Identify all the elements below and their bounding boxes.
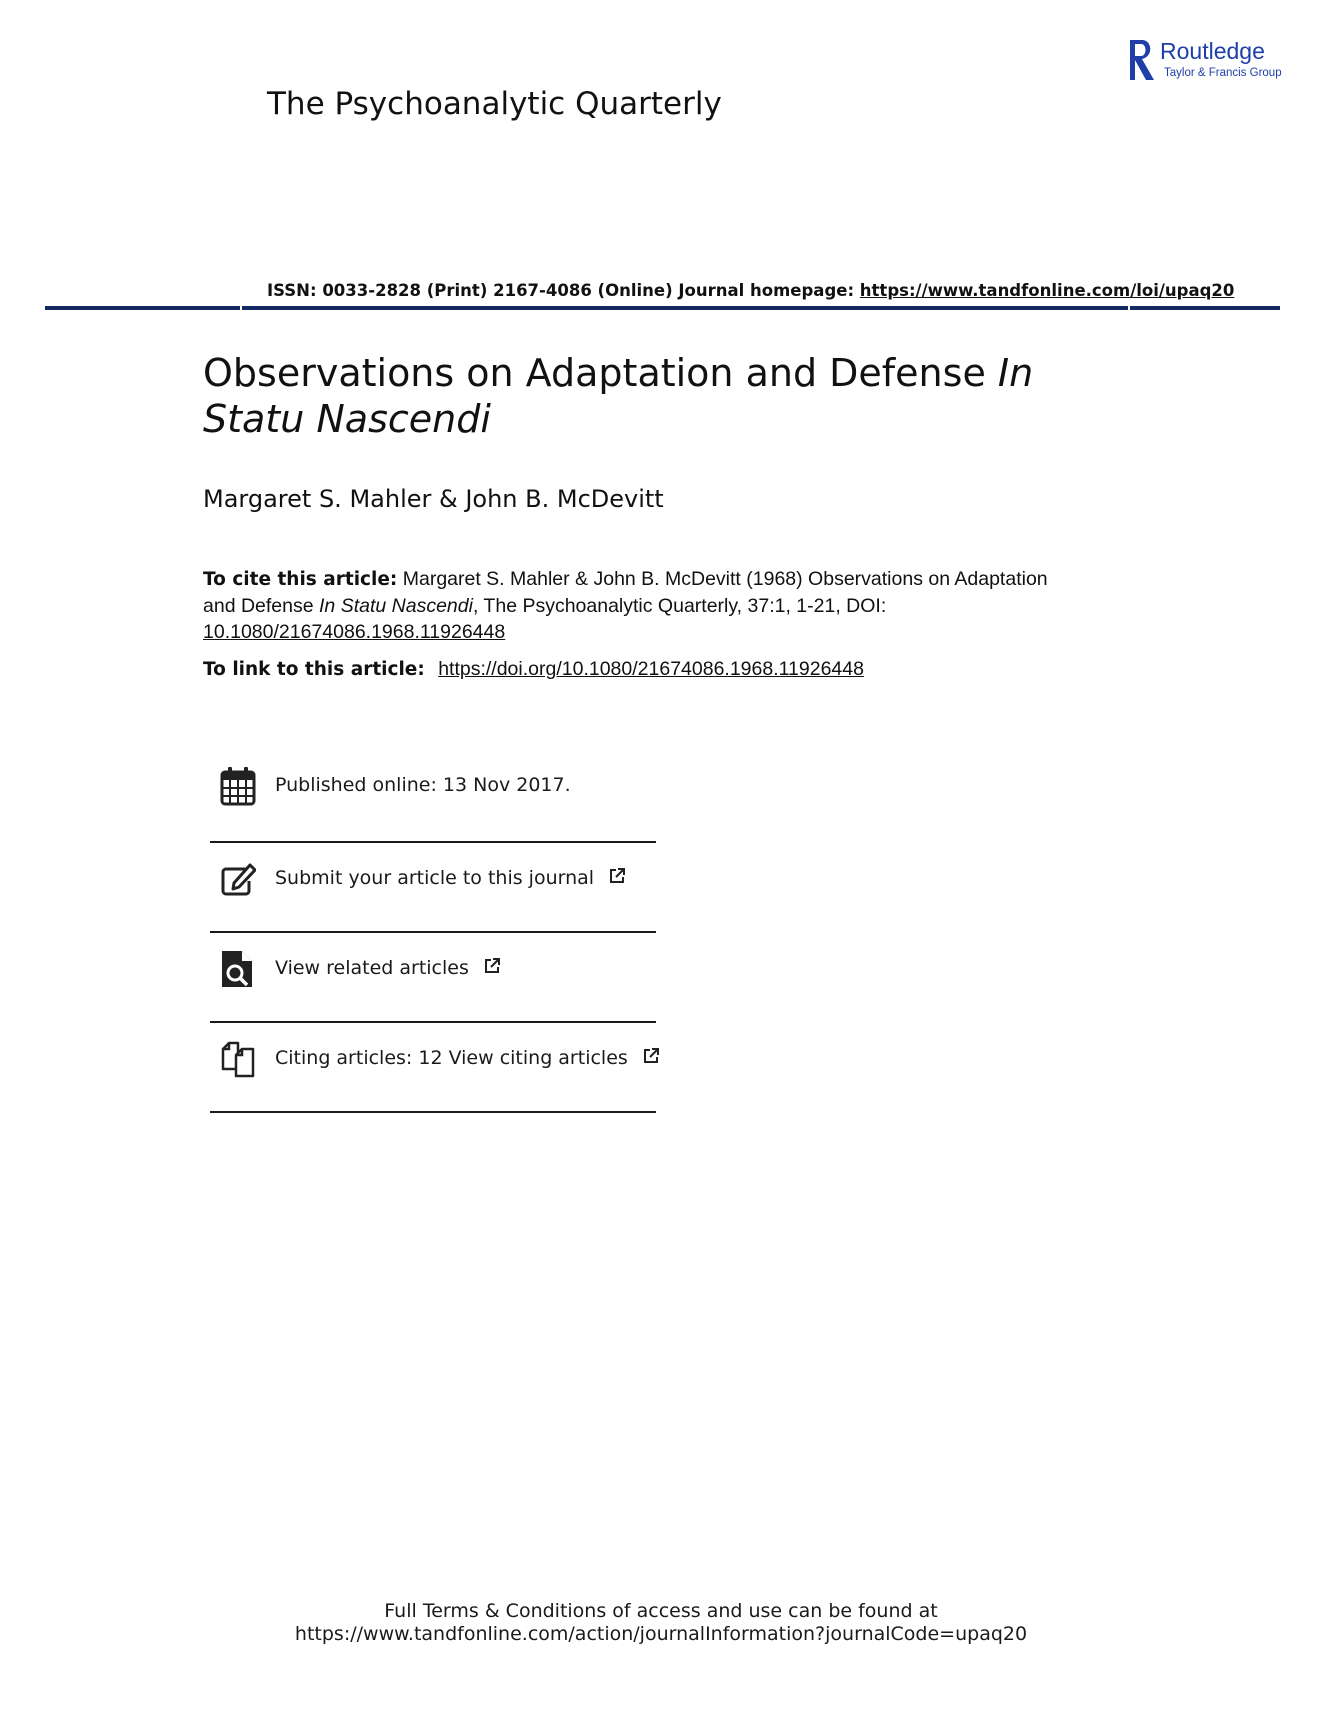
related-articles-label [275,957,501,979]
logo-name: Routledge [1160,38,1265,64]
issn-text: ISSN: 0033-2828 (Print) 2167-4086 (Online) Journal homepage: [267,281,855,300]
citing-articles-row[interactable] [210,1023,656,1113]
search-document-icon [220,949,256,989]
external-link-icon [642,1047,660,1065]
citation-text: Margaret S. Mahler & John B. McDevitt (1968) Observations on Adaptation and Defense [203,568,1048,617]
article-title-main: Observations on Adaptation and Defense [203,351,986,395]
published-online-row [210,750,656,843]
citing-articles-text: Citing articles: 12 View citing articles [275,1047,628,1069]
submit-article-text: Submit your article to this journal [275,867,595,889]
article-link-line [203,658,864,681]
header-rule [45,306,1280,310]
article-title-italic: In Statu Nascendi [203,351,1034,441]
external-link-icon [608,867,626,885]
related-articles-row[interactable] [210,933,656,1023]
terms-footer [0,1600,1322,1646]
edit-icon [220,859,256,899]
routledge-logo-icon [1126,38,1158,84]
footer-terms-url[interactable]: https://www.tandfonline.com/action/journalInformation?journalCode=upaq20 [294,1623,1028,1645]
article-info-list [210,750,656,1113]
citation-text-after: , The Psychoanalytic Quarterly, 37:1, 1-21, DOI: [472,595,887,617]
citation-block [203,566,1083,645]
citation-label: To cite this article: [203,569,398,590]
citation-doi-link[interactable]: 10.1080/21674086.1968.11926448 [203,621,506,643]
journal-homepage-link[interactable]: https://www.tandfonline.com/loi/upaq20 [859,281,1235,300]
citation-italic: In Statu Nascendi [319,595,473,617]
submit-article-label [275,867,626,889]
authors: Margaret S. Mahler & John B. McDevitt [203,485,664,513]
footer-line-1: Full Terms & Conditions of access and use can be found at [384,1600,938,1622]
copy-documents-icon [220,1039,256,1079]
issn-line [267,281,1234,300]
article-doi-url[interactable]: https://doi.org/10.1080/21674086.1968.11926448 [438,658,864,680]
routledge-logo[interactable] [1126,38,1286,84]
submit-article-row[interactable] [210,843,656,933]
article-title [203,350,1143,442]
journal-title: The Psychoanalytic Quarterly [267,86,722,122]
external-link-icon [483,957,501,975]
article-link-label: To link to this article: [203,659,425,680]
related-articles-text: View related articles [275,957,469,979]
citing-articles-label [275,1047,660,1069]
logo-tagline: Taylor & Francis Group [1164,67,1282,79]
published-online-label: Published online: 13 Nov 2017. [275,774,571,796]
calendar-icon [220,766,256,806]
